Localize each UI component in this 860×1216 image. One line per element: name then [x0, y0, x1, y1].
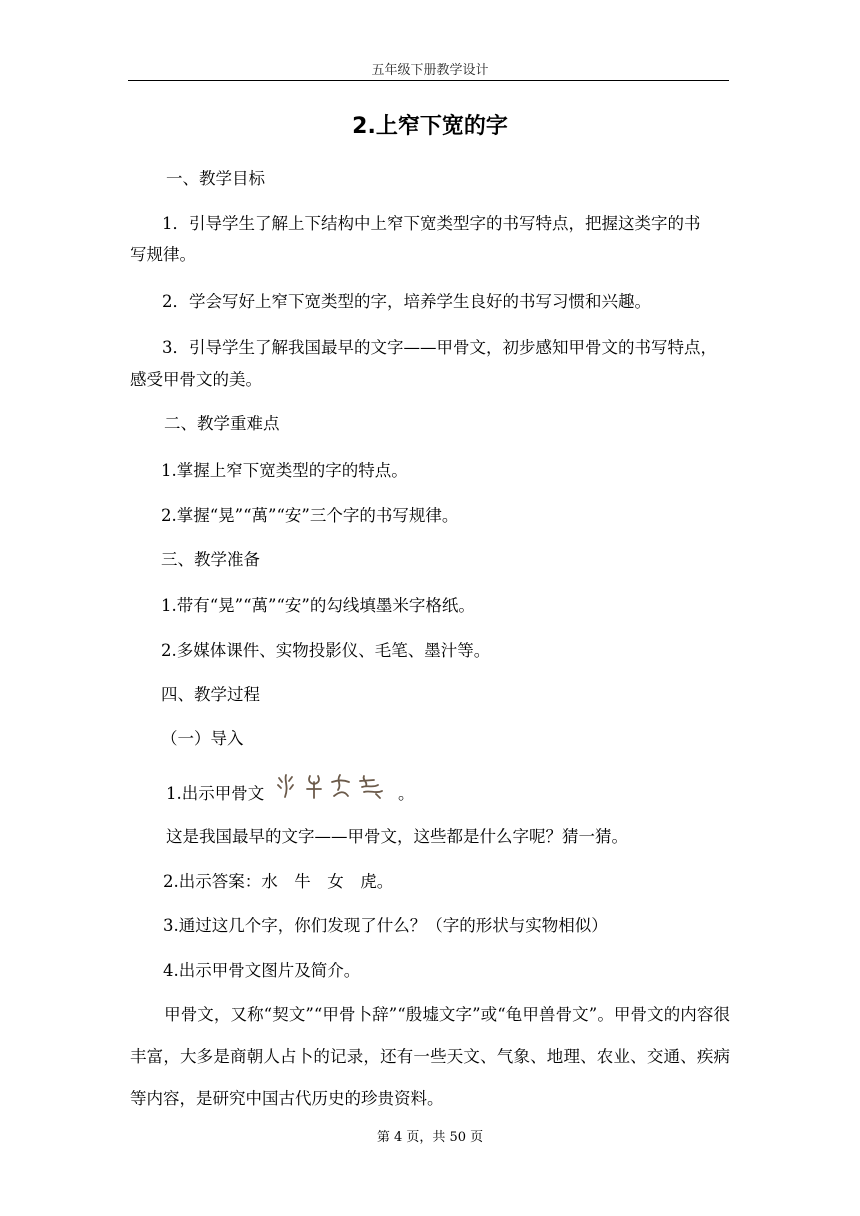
preparation-1: 1.带有“晃”“萬”“安”的勾线填墨米字格纸。	[161, 596, 475, 615]
goal-2: 2．学会写好上窄下宽类型的字，培养学生良好的书写习惯和兴趣。	[162, 292, 651, 311]
step-1-prefix: 1.出示甲骨文	[166, 784, 265, 803]
goals-heading: 一、教学目标	[166, 169, 265, 188]
step-2: 2.出示答案：水 牛 女 虎。	[163, 872, 394, 891]
goal-3-line-2: 感受甲骨文的美。	[130, 370, 262, 389]
page-footer: 第 4 页，共 50 页	[376, 1130, 484, 1145]
goal-1-line-1: 1．引导学生了解上下结构中上窄下宽类型字的书写特点，把握这类字的书	[162, 214, 701, 233]
step-3: 3.通过这几个字，你们发现了什么？（字的形状与实物相似）	[163, 916, 608, 935]
intro-paragraph	[130, 994, 730, 1120]
goal-3-line-1: 3．引导学生了解我国最早的文字——甲骨文，初步感知甲骨文的书写特点，	[162, 338, 717, 357]
step-1-note: 这是我国最早的文字——甲骨文，这些都是什么字呢？猜一猜。	[166, 827, 628, 846]
step-4: 4.出示甲骨文图片及简介。	[163, 961, 361, 980]
intro-heading: （一）导入	[161, 729, 244, 748]
goal-1-line-2: 写规律。	[130, 245, 196, 264]
key-point-1: 1.掌握上窄下宽类型的字的特点。	[161, 461, 408, 480]
page-header: 五年级下册教学设计	[371, 63, 489, 78]
preparation-heading: 三、教学准备	[161, 550, 260, 569]
intro-paragraph-text: 甲骨文，又称“契文”“甲骨卜辞”“殷墟文字”或“龟甲兽骨文”。甲骨文的内容很丰富，大多是商朝人占卜的记录，还有一些天文、气象、地理、农业、交通、疾病等内容，是研究中国古代历史的珍贵资料。	[130, 1005, 730, 1108]
key-point-2: 2.掌握“晃”“萬”“安”三个字的书写规律。	[161, 506, 459, 525]
header-divider	[128, 80, 729, 81]
step-1-suffix: 。	[398, 784, 415, 803]
process-heading: 四、教学过程	[161, 685, 260, 704]
key-points-heading: 二、教学重难点	[164, 414, 280, 433]
page-title: 2.上窄下宽的字	[352, 114, 508, 139]
oracle-bone-glyphs-icon	[276, 772, 394, 800]
preparation-2: 2.多媒体课件、实物投影仪、毛笔、墨汁等。	[161, 641, 491, 660]
